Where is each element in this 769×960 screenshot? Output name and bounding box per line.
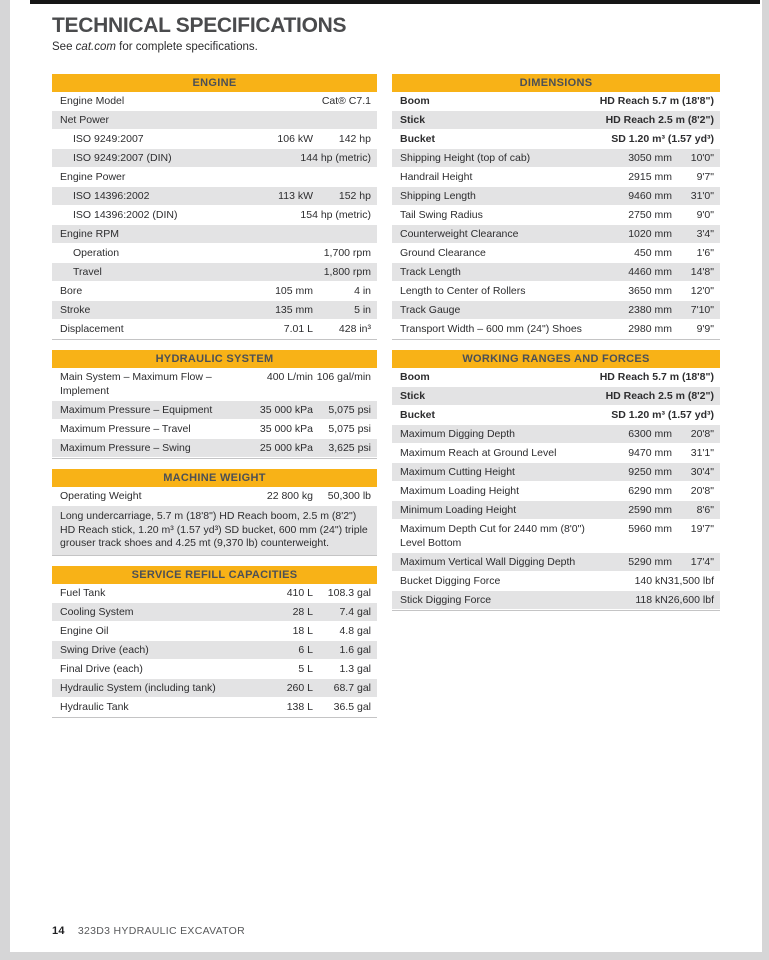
metric-value: 9250 mm (628, 466, 672, 478)
spec-row (52, 282, 377, 301)
spec-label: Main System – Maximum Flow – Implement (60, 371, 212, 397)
spec-label: Bore (60, 285, 83, 297)
metric-value: 9470 mm (628, 447, 672, 459)
imperial-value: 10'0" (690, 152, 714, 164)
footer-doc-title: 323D3 HYDRAULIC EXCAVATOR (77, 925, 246, 937)
spec-label: Engine RPM (60, 228, 119, 240)
cat-com-text: cat.com (75, 41, 116, 53)
spec-row (52, 698, 377, 717)
spec-row (392, 111, 720, 130)
spec-row (52, 320, 377, 339)
spec-label: Engine Power (60, 171, 126, 183)
spec-label: Displacement (60, 323, 124, 335)
spec-label: ISO 14396:2002 (73, 190, 150, 202)
imperial-value: 1'6" (696, 247, 714, 259)
imperial-value: 14'8" (690, 266, 714, 278)
metric-value: 260 L (286, 681, 313, 694)
spec-label: Boom (400, 371, 430, 383)
spec-label: Stroke (60, 304, 91, 316)
spec-row (52, 130, 377, 149)
metric-value: 5 L (298, 662, 313, 675)
metric-value: 6290 mm (628, 485, 672, 497)
spec-label: Net Power (60, 114, 110, 126)
spec-row (52, 679, 377, 698)
top-rule (30, 0, 760, 4)
imperial-value: 108.3 gal (327, 586, 371, 599)
metric-value: 7.01 L (283, 323, 313, 335)
spec-row (392, 463, 720, 482)
metric-value: 140 kN (634, 575, 668, 587)
spec-row (392, 149, 720, 168)
spec-value: SD 1.20 m³ (1.57 yd³) (611, 409, 714, 421)
spec-value: 154 hp (metric) (300, 209, 371, 221)
spec-row (392, 206, 720, 225)
metric-value: 135 mm (275, 304, 313, 316)
spec-row (392, 520, 720, 553)
spec-row (52, 641, 377, 660)
spec-label: Counterweight Clearance (400, 228, 519, 240)
imperial-value: 428 in³ (338, 323, 371, 335)
spec-value: 1,800 rpm (323, 266, 371, 278)
spec-table-title: SERVICE REFILL CAPACITIES (52, 566, 377, 584)
spec-label: Length to Center of Rollers (400, 285, 526, 297)
spec-value: 144 hp (metric) (300, 152, 371, 164)
metric-value: 138 L (286, 700, 313, 713)
spec-label: Shipping Height (top of cab) (400, 152, 531, 164)
metric-value: 25 000 kPa (259, 442, 313, 454)
spec-row (52, 401, 377, 420)
spec-label: Maximum Vertical Wall Digging Depth (400, 556, 576, 568)
page-title: TECHNICAL SPECIFICATIONS (52, 14, 347, 37)
page-number: 14 (52, 925, 65, 937)
spec-row (52, 92, 377, 111)
spec-table-machine-weight (52, 469, 377, 556)
imperial-value: 5 in (354, 304, 371, 316)
metric-value: 35 000 kPa (259, 423, 313, 435)
spec-value: Cat® C7.1 (321, 95, 371, 107)
imperial-value: 19'7" (690, 523, 714, 535)
metric-value: 105 mm (275, 285, 313, 297)
metric-value: 28 L (292, 605, 313, 618)
imperial-value: 31'0" (690, 190, 714, 202)
spec-row (392, 387, 720, 406)
imperial-value: 9'0" (696, 209, 714, 221)
spec-row (52, 368, 377, 401)
metric-value: 4460 mm (628, 266, 672, 278)
spec-note: Long undercarriage, 5.7 m (18'8") HD Reach boom, 2.5 m (8'2") HD Reach stick, 1.20 m³ (1.57 yd³) SD bucket, 600 mm (24") triple grouser track shoes and 4.25 mt (9,370 lb) counterweight. (52, 506, 377, 555)
spec-row (52, 149, 377, 168)
imperial-value: 5,075 psi (328, 423, 371, 435)
metric-value: 400 L/min (266, 371, 313, 383)
spec-label: Engine Oil (60, 624, 109, 637)
spec-label: ISO 9249:2007 (DIN) (73, 152, 172, 164)
spec-row (52, 622, 377, 641)
page-subtitle (52, 41, 258, 53)
imperial-value: 3'4" (696, 228, 714, 240)
spec-label: Bucket (400, 133, 436, 145)
imperial-value: 68.7 gal (333, 681, 371, 694)
spec-row (52, 420, 377, 439)
spec-label: Bucket (400, 409, 436, 421)
spec-label: Stick (400, 114, 426, 126)
spec-row (52, 244, 377, 263)
spec-label: Stick Digging Force (400, 594, 492, 606)
spec-label: ISO 9249:2007 (73, 133, 144, 145)
metric-value: 2590 mm (628, 504, 672, 516)
metric-value: 2380 mm (628, 304, 672, 316)
spec-row (392, 301, 720, 320)
spec-row (52, 439, 377, 458)
imperial-value: 142 hp (338, 133, 371, 145)
spec-label: Maximum Reach at Ground Level (400, 447, 557, 459)
metric-value: 2915 mm (628, 171, 672, 183)
spec-label: Minimum Loading Height (400, 504, 517, 516)
metric-value: 1020 mm (628, 228, 672, 240)
spec-row (52, 603, 377, 622)
spec-label: Handrail Height (400, 171, 473, 183)
imperial-value: 7'10" (690, 304, 714, 316)
metric-value: 3050 mm (628, 152, 672, 164)
spec-table-title: MACHINE WEIGHT (52, 469, 377, 487)
imperial-value: 50,300 lb (327, 490, 371, 502)
spec-table-working-ranges-and-forces (392, 350, 720, 611)
spec-row (392, 92, 720, 111)
spec-label: Maximum Digging Depth (400, 428, 515, 440)
spec-row (392, 320, 720, 339)
imperial-value: 12'0" (690, 285, 714, 297)
imperial-value: 9'7" (696, 171, 714, 183)
spec-label: Track Gauge (400, 304, 461, 316)
spec-label: Cooling System (60, 605, 134, 618)
metric-value: 118 kN (635, 594, 668, 606)
spec-label: Ground Clearance (400, 247, 486, 259)
metric-value: 35 000 kPa (259, 404, 313, 416)
left-column (52, 74, 377, 728)
spec-row (392, 130, 720, 149)
spec-columns (52, 74, 720, 728)
spec-table-dimensions (392, 74, 720, 340)
spec-row (392, 406, 720, 425)
right-column (392, 74, 720, 621)
metric-value: 6300 mm (628, 428, 672, 440)
spec-table-service-refill-capacities (52, 566, 377, 718)
imperial-value: 152 hp (338, 190, 371, 202)
spec-row (392, 168, 720, 187)
spec-sheet-page (10, 0, 762, 952)
spec-label: Maximum Loading Height (400, 485, 520, 497)
spec-label: Boom (400, 95, 430, 107)
spec-row (392, 187, 720, 206)
spec-value: HD Reach 2.5 m (8'2") (605, 114, 714, 126)
spec-value: HD Reach 5.7 m (18'8") (599, 95, 714, 107)
spec-table-title: ENGINE (52, 74, 377, 92)
spec-label: Fuel Tank (60, 586, 106, 599)
imperial-value: 36.5 gal (333, 700, 371, 713)
imperial-value: 8'6" (696, 504, 714, 516)
imperial-value: 5,075 psi (328, 404, 371, 416)
metric-value: 22 800 kg (266, 490, 313, 502)
spec-row (52, 487, 377, 506)
spec-label: Shipping Length (400, 190, 476, 202)
imperial-value: 31'1" (690, 447, 714, 459)
metric-value: 6 L (298, 643, 313, 656)
imperial-value: 1.3 gal (339, 662, 371, 675)
spec-row (392, 482, 720, 501)
subtitle-prefix: See (52, 41, 76, 53)
spec-label: Operating Weight (60, 490, 142, 502)
metric-value: 2980 mm (628, 323, 672, 335)
spec-row (392, 425, 720, 444)
spec-label: Stick (400, 390, 426, 402)
spec-row (392, 225, 720, 244)
spec-row (52, 301, 377, 320)
spec-row (392, 282, 720, 301)
metric-value: 5290 mm (628, 556, 672, 568)
spec-label: Engine Model (60, 95, 125, 107)
spec-table-engine (52, 74, 377, 340)
imperial-value: 4.8 gal (339, 624, 371, 637)
spec-label: Operation (73, 247, 120, 259)
imperial-value: 9'9" (696, 323, 714, 335)
metric-value: 18 L (292, 624, 313, 637)
page-footer (52, 925, 245, 937)
spec-value: HD Reach 2.5 m (8'2") (605, 390, 714, 402)
metric-value: 5960 mm (628, 523, 672, 535)
metric-value: 3650 mm (628, 285, 672, 297)
spec-row (52, 660, 377, 679)
metric-value: 2750 mm (628, 209, 672, 221)
imperial-value: 31,500 lbf (667, 575, 714, 587)
spec-row (52, 225, 377, 244)
metric-value: 450 mm (634, 247, 672, 259)
spec-label: Track Length (400, 266, 461, 278)
spec-table-hydraulic-system (52, 350, 377, 459)
spec-label: Hydraulic System (including tank) (60, 681, 216, 694)
subtitle-suffix: for complete specifications. (115, 41, 258, 53)
imperial-value: 20'8" (690, 428, 714, 440)
spec-row (52, 263, 377, 282)
spec-label: Swing Drive (each) (60, 643, 149, 656)
metric-value: 113 kW (278, 190, 313, 202)
imperial-value: 20'8" (690, 485, 714, 497)
spec-label: Maximum Pressure – Travel (60, 423, 191, 435)
spec-label: Maximum Pressure – Equipment (60, 404, 213, 416)
imperial-value: 106 gal/min (316, 371, 371, 383)
spec-row (392, 263, 720, 282)
spec-table-title: HYDRAULIC SYSTEM (52, 350, 377, 368)
spec-row (392, 501, 720, 520)
spec-row (392, 368, 720, 387)
spec-row (52, 187, 377, 206)
metric-value: 9460 mm (628, 190, 672, 202)
spec-row (52, 584, 377, 603)
spec-value: 1,700 rpm (323, 247, 371, 259)
spec-row (392, 591, 720, 610)
spec-value: HD Reach 5.7 m (18'8") (599, 371, 714, 383)
metric-value: 106 kW (277, 133, 313, 145)
spec-label: Final Drive (each) (60, 662, 143, 675)
spec-row (392, 572, 720, 591)
imperial-value: 26,600 lbf (667, 594, 714, 606)
imperial-value: 4 in (354, 285, 371, 297)
imperial-value: 3,625 psi (328, 442, 371, 454)
spec-table-title: WORKING RANGES AND FORCES (392, 350, 720, 368)
spec-label: Maximum Cutting Height (400, 466, 515, 478)
spec-value: SD 1.20 m³ (1.57 yd³) (611, 133, 714, 145)
spec-label: Maximum Pressure – Swing (60, 442, 191, 454)
spec-row (392, 553, 720, 572)
imperial-value: 7.4 gal (339, 605, 371, 618)
spec-row (52, 168, 377, 187)
spec-label: Maximum Depth Cut for 2440 mm (8'0") Level Bottom (400, 523, 585, 549)
imperial-value: 30'4" (690, 466, 714, 478)
spec-label: Hydraulic Tank (60, 700, 129, 713)
spec-row (52, 111, 377, 130)
spec-label: Bucket Digging Force (400, 575, 501, 587)
spec-label: Transport Width – 600 mm (24") Shoes (400, 323, 582, 335)
spec-row (52, 206, 377, 225)
spec-label: Tail Swing Radius (400, 209, 483, 221)
spec-label: ISO 14396:2002 (DIN) (73, 209, 178, 221)
imperial-value: 17'4" (690, 556, 714, 568)
spec-label: Travel (73, 266, 102, 278)
metric-value: 410 L (286, 586, 313, 599)
spec-row (392, 244, 720, 263)
spec-table-title: DIMENSIONS (392, 74, 720, 92)
spec-row (392, 444, 720, 463)
imperial-value: 1.6 gal (339, 643, 371, 656)
